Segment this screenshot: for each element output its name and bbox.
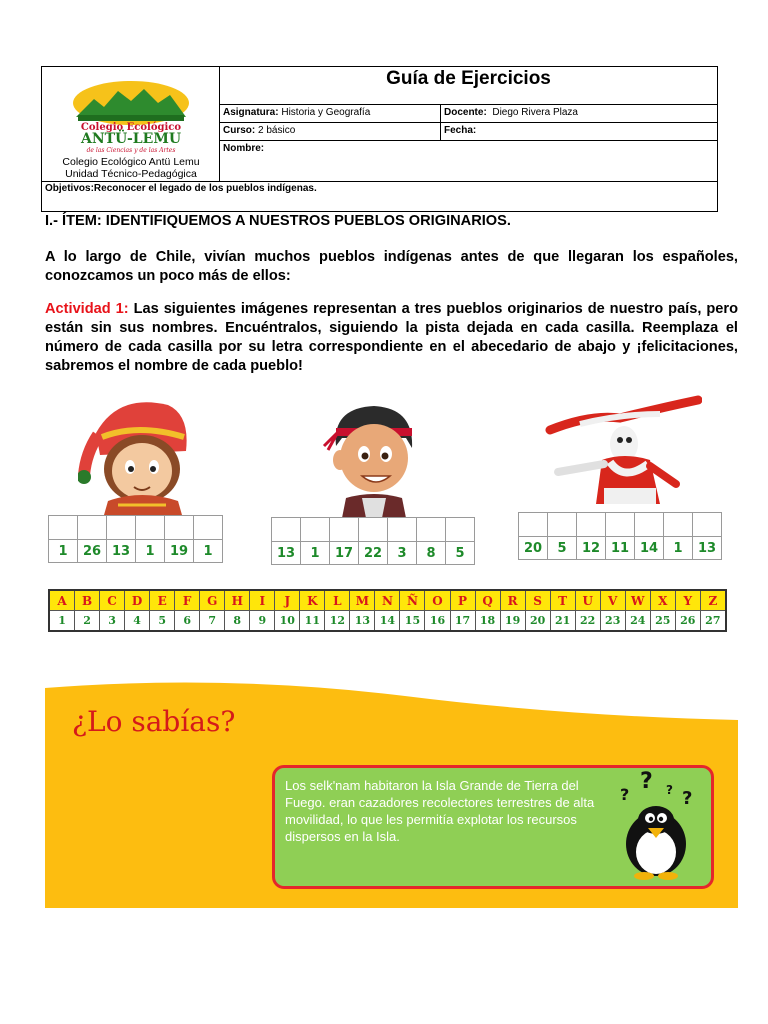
answer-cell[interactable] bbox=[164, 515, 194, 540]
clue-number: 14 bbox=[634, 536, 664, 560]
answer-cell[interactable] bbox=[193, 515, 223, 540]
header-table bbox=[41, 66, 718, 212]
alphabet-letter: M bbox=[350, 591, 375, 610]
clue-number: 1 bbox=[48, 539, 78, 563]
activity-paragraph bbox=[45, 300, 738, 376]
alphabet-letter: Y bbox=[676, 591, 701, 610]
docente-label: Docente: bbox=[444, 107, 487, 118]
alphabet-number: 23 bbox=[601, 611, 626, 630]
objetivos-value: Reconocer el legado de los pueblos indígenas. bbox=[93, 183, 317, 194]
clue-number: 20 bbox=[518, 536, 548, 560]
clue-number: 26 bbox=[77, 539, 107, 563]
school-line-2: Unidad Técnico-Pedagógica bbox=[65, 168, 197, 180]
puzzle-3-answer-row bbox=[519, 513, 722, 537]
question-mark-icon: ? bbox=[682, 788, 693, 809]
curso-label: Curso: bbox=[223, 125, 256, 136]
page-title: Guía de Ejercicios bbox=[220, 67, 717, 105]
alphabet-letter: R bbox=[501, 591, 526, 610]
answer-cell[interactable] bbox=[634, 512, 664, 537]
clue-number: 5 bbox=[547, 536, 577, 560]
logo-school-name: Colegio Ecológico bbox=[80, 122, 182, 133]
answer-cell[interactable] bbox=[300, 517, 330, 542]
alphabet-number: 27 bbox=[705, 614, 721, 627]
alphabet-number: 11 bbox=[300, 611, 325, 630]
answer-cell[interactable] bbox=[358, 517, 388, 542]
clue-number: 8 bbox=[416, 541, 446, 565]
alphabet-number: 6 bbox=[175, 611, 200, 630]
alphabet-number: 18 bbox=[476, 611, 501, 630]
item-heading: I.- ÍTEM: IDENTIFIQUEMOS A NUESTROS PUEBLOS ORIGINARIOS. bbox=[45, 213, 511, 229]
clue-number: 13 bbox=[692, 536, 722, 560]
alphabet-number: 4 bbox=[125, 611, 150, 630]
intro-paragraph: A lo largo de Chile, vivían muchos pueblos indígenas antes de que llegaran los españoles, conozcamos un poco más de ellos: bbox=[45, 249, 738, 284]
selknam-spirit-illustration bbox=[540, 392, 702, 512]
alphabet-letter: U bbox=[576, 591, 601, 610]
answer-cell[interactable] bbox=[547, 512, 577, 537]
answer-cell[interactable] bbox=[416, 517, 446, 542]
alphabet-letters-row bbox=[50, 591, 725, 611]
school-line-1: Colegio Ecológico Antü Lemu bbox=[62, 156, 200, 168]
answer-cell[interactable] bbox=[48, 515, 78, 540]
puzzle-2-answer-row bbox=[272, 518, 475, 542]
alphabet-number: 22 bbox=[576, 611, 601, 630]
objetivos-label: Objetivos: bbox=[45, 183, 94, 194]
clue-number: 3 bbox=[387, 541, 417, 565]
clue-number: 12 bbox=[576, 536, 606, 560]
answer-cell[interactable] bbox=[518, 512, 548, 537]
alphabet-number: 10 bbox=[275, 611, 300, 630]
alphabet-letter: J bbox=[275, 591, 300, 610]
row-asignatura bbox=[220, 105, 717, 123]
alphabet-letter: T bbox=[551, 591, 576, 610]
asignatura-value: Historia y Geografía bbox=[281, 107, 371, 118]
logo-cell bbox=[42, 67, 220, 181]
alphabet-number: 25 bbox=[651, 611, 676, 630]
alphabet-letter: P bbox=[451, 591, 476, 610]
puzzle-1-number-row bbox=[49, 540, 223, 563]
alphabet-letter: B bbox=[75, 591, 100, 610]
clue-number: 13 bbox=[271, 541, 301, 565]
alphabet-number: 9 bbox=[250, 611, 275, 630]
puzzle-grid-1 bbox=[49, 516, 223, 563]
question-mark-icon: ? bbox=[620, 785, 630, 804]
question-mark-icon: ? bbox=[640, 769, 653, 794]
alphabet-letter: F bbox=[175, 591, 200, 610]
mapuche-child-illustration bbox=[322, 402, 424, 518]
nombre-field[interactable] bbox=[220, 141, 717, 181]
clue-number: 13 bbox=[106, 539, 136, 563]
penguin-question-illustration bbox=[610, 768, 702, 880]
alphabet-letter: K bbox=[300, 591, 325, 610]
clue-number: 1 bbox=[193, 539, 223, 563]
school-logo bbox=[64, 77, 198, 155]
alphabet-number: 19 bbox=[501, 611, 526, 630]
clue-number: 11 bbox=[605, 536, 635, 560]
answer-cell[interactable] bbox=[692, 512, 722, 537]
puzzle-1-answer-row bbox=[49, 516, 223, 540]
answer-cell[interactable] bbox=[106, 515, 136, 540]
puzzle-2-number-row bbox=[272, 542, 475, 565]
objetivos-row bbox=[42, 181, 717, 211]
alphabet-number: 15 bbox=[400, 611, 425, 630]
alphabet-number: 17 bbox=[451, 611, 476, 630]
alphabet-letter: Q bbox=[476, 591, 501, 610]
alphabet-letter: L bbox=[325, 591, 350, 610]
curso-value: 2 básico bbox=[258, 125, 296, 136]
alphabet-number: 1 bbox=[50, 611, 75, 630]
answer-cell[interactable] bbox=[663, 512, 693, 537]
answer-cell[interactable] bbox=[576, 512, 606, 537]
alphabet-number: 12 bbox=[325, 611, 350, 630]
alphabet-number: 16 bbox=[425, 611, 450, 630]
alphabet-letter: W bbox=[626, 591, 651, 610]
fact-text: Los selk'nam habitaron la Isla Grande de Tierra del Fuego. eran cazadores recolectores terrestres de alta movilidad, lo que les permitía explotar los recursos dispersos en la Isla. bbox=[285, 778, 595, 844]
puzzle-grid-2 bbox=[272, 518, 475, 565]
alphabet-number: 2 bbox=[75, 611, 100, 630]
clue-number: 1 bbox=[135, 539, 165, 563]
alphabet-table bbox=[48, 589, 727, 632]
nombre-label: Nombre: bbox=[223, 143, 265, 154]
alphabet-number: 7 bbox=[200, 611, 225, 630]
asignatura-label: Asignatura: bbox=[223, 107, 279, 118]
answer-cell[interactable] bbox=[271, 517, 301, 542]
alphabet-letter: O bbox=[425, 591, 450, 610]
alphabet-number: 3 bbox=[100, 611, 125, 630]
alphabet-numbers-row bbox=[50, 611, 725, 630]
fact-title: ¿Lo sabías? bbox=[72, 705, 236, 738]
alphabet-letter: Ñ bbox=[400, 591, 425, 610]
docente-value: Diego Rivera Plaza bbox=[492, 107, 578, 118]
alphabet-letter: Z bbox=[708, 593, 718, 608]
activity-text: Las siguientes imágenes representan a tres pueblos originarios de nuestro país, pero están sin sus nombres. Encuéntralos, siguiendo la pista dejada en cada casilla. Reemplaza el número de cada casilla por su letra correspondiente en el abecedario de abajo y ¡felicitaciones, sabremos el nombre de cada pueblo! bbox=[45, 301, 738, 374]
clue-number: 19 bbox=[164, 539, 194, 563]
logo-brand: ANTÜ-LEMU bbox=[80, 131, 182, 147]
activity-label: Actividad 1: bbox=[45, 301, 129, 317]
answer-cell[interactable] bbox=[387, 517, 417, 542]
aymara-child-illustration bbox=[78, 393, 208, 515]
alphabet-letter: D bbox=[125, 591, 150, 610]
fecha-label: Fecha: bbox=[444, 125, 477, 136]
answer-cell[interactable] bbox=[445, 517, 475, 542]
alphabet-number: 14 bbox=[375, 611, 400, 630]
clue-number: 1 bbox=[663, 536, 693, 560]
clue-number: 17 bbox=[329, 541, 359, 565]
clue-number: 22 bbox=[358, 541, 388, 565]
clue-number: 5 bbox=[445, 541, 475, 565]
answer-cell[interactable] bbox=[329, 517, 359, 542]
alphabet-number: 20 bbox=[526, 611, 551, 630]
alphabet-number: 13 bbox=[350, 611, 375, 630]
alphabet-number: 5 bbox=[150, 611, 175, 630]
answer-cell[interactable] bbox=[135, 515, 165, 540]
alphabet-letter: I bbox=[250, 591, 275, 610]
alphabet-number: 21 bbox=[551, 611, 576, 630]
answer-cell[interactable] bbox=[605, 512, 635, 537]
alphabet-letter: X bbox=[651, 591, 676, 610]
alphabet-letter: G bbox=[200, 591, 225, 610]
question-mark-icon: ? bbox=[666, 783, 673, 797]
clue-number: 1 bbox=[300, 541, 330, 565]
alphabet-number: 24 bbox=[626, 611, 651, 630]
answer-cell[interactable] bbox=[77, 515, 107, 540]
alphabet-letter: H bbox=[225, 591, 250, 610]
alphabet-number: 8 bbox=[225, 611, 250, 630]
puzzle-grid-3 bbox=[519, 513, 722, 560]
alphabet-letter: V bbox=[601, 591, 626, 610]
alphabet-letter: S bbox=[526, 591, 551, 610]
logo-tagline: de las Ciencias y de las Artes bbox=[86, 147, 176, 154]
alphabet-letter: A bbox=[50, 591, 75, 610]
alphabet-letter: N bbox=[375, 591, 400, 610]
row-curso bbox=[220, 123, 717, 141]
alphabet-letter: E bbox=[150, 591, 175, 610]
alphabet-number: 26 bbox=[676, 611, 701, 630]
puzzle-3-number-row bbox=[519, 537, 722, 560]
alphabet-letter: C bbox=[100, 591, 125, 610]
